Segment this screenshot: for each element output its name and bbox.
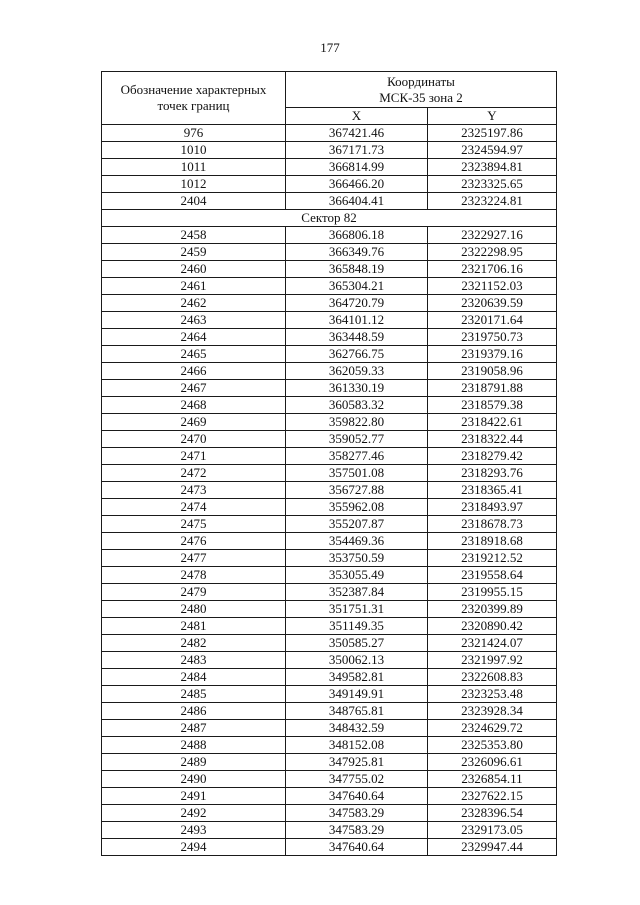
y-coordinate-cell: 2319212.52 bbox=[428, 550, 557, 567]
x-coordinate-cell: 356727.88 bbox=[286, 482, 428, 499]
table-row bbox=[102, 397, 557, 414]
point-id-cell: 2475 bbox=[102, 516, 286, 533]
table-row bbox=[102, 686, 557, 703]
point-id-cell: 2491 bbox=[102, 788, 286, 805]
table-row bbox=[102, 669, 557, 686]
x-coordinate-cell: 365848.19 bbox=[286, 261, 428, 278]
table-row bbox=[102, 193, 557, 210]
y-coordinate-cell: 2327622.15 bbox=[428, 788, 557, 805]
table-row bbox=[102, 261, 557, 278]
table-row bbox=[102, 448, 557, 465]
point-name-header bbox=[102, 72, 286, 125]
coordinates-header-line1: Координаты bbox=[387, 73, 455, 89]
x-coordinate-cell: 362059.33 bbox=[286, 363, 428, 380]
y-coordinate-cell: 2319558.64 bbox=[428, 567, 557, 584]
point-id-cell: 2479 bbox=[102, 584, 286, 601]
table-row bbox=[102, 278, 557, 295]
table-row bbox=[102, 295, 557, 312]
point-id-cell: 2489 bbox=[102, 754, 286, 771]
y-coordinate-cell: 2320639.59 bbox=[428, 295, 557, 312]
table-row bbox=[102, 227, 557, 244]
x-coordinate-cell: 347640.64 bbox=[286, 839, 428, 856]
x-coordinate-cell: 353750.59 bbox=[286, 550, 428, 567]
y-coordinate-cell: 2328396.54 bbox=[428, 805, 557, 822]
x-coordinate-cell: 366466.20 bbox=[286, 176, 428, 193]
table-row bbox=[102, 312, 557, 329]
x-coordinate-cell: 364101.12 bbox=[286, 312, 428, 329]
table-row bbox=[102, 618, 557, 635]
table-row bbox=[102, 567, 557, 584]
point-id-cell: 976 bbox=[102, 125, 286, 142]
y-coordinate-cell: 2318293.76 bbox=[428, 465, 557, 482]
x-coordinate-cell: 350585.27 bbox=[286, 635, 428, 652]
y-coordinate-cell: 2326096.61 bbox=[428, 754, 557, 771]
y-coordinate-cell: 2322298.95 bbox=[428, 244, 557, 261]
x-coordinate-cell: 366404.41 bbox=[286, 193, 428, 210]
table-row bbox=[102, 839, 557, 856]
x-coordinate-cell: 351751.31 bbox=[286, 601, 428, 618]
table-row bbox=[102, 788, 557, 805]
y-coordinate-cell: 2325197.86 bbox=[428, 125, 557, 142]
coordinates-header bbox=[286, 72, 557, 108]
point-id-cell: 2465 bbox=[102, 346, 286, 363]
point-id-cell: 2470 bbox=[102, 431, 286, 448]
point-id-cell: 2494 bbox=[102, 839, 286, 856]
table-row bbox=[102, 159, 557, 176]
table-row bbox=[102, 720, 557, 737]
table-body bbox=[102, 125, 557, 856]
y-coordinate-cell: 2323253.48 bbox=[428, 686, 557, 703]
table-row bbox=[102, 125, 557, 142]
point-id-cell: 2486 bbox=[102, 703, 286, 720]
point-id-cell: 2472 bbox=[102, 465, 286, 482]
x-coordinate-cell: 363448.59 bbox=[286, 329, 428, 346]
y-coordinate-cell: 2323325.65 bbox=[428, 176, 557, 193]
page-number: 177 bbox=[320, 40, 340, 55]
table-row bbox=[102, 414, 557, 431]
y-coordinate-cell: 2321706.16 bbox=[428, 261, 557, 278]
y-coordinate-cell: 2318918.68 bbox=[428, 533, 557, 550]
x-coordinate-cell: 367171.73 bbox=[286, 142, 428, 159]
point-id-cell: 2466 bbox=[102, 363, 286, 380]
point-id-cell: 2463 bbox=[102, 312, 286, 329]
table-row bbox=[102, 431, 557, 448]
point-id-cell: 2483 bbox=[102, 652, 286, 669]
y-coordinate-cell: 2325353.80 bbox=[428, 737, 557, 754]
table-header bbox=[102, 72, 557, 125]
point-name-header-line1: Обозначение характерных bbox=[120, 82, 267, 97]
point-id-cell: 1010 bbox=[102, 142, 286, 159]
point-id-cell: 2474 bbox=[102, 499, 286, 516]
table-row bbox=[102, 142, 557, 159]
x-coordinate-cell: 365304.21 bbox=[286, 278, 428, 295]
x-coordinate-cell: 366806.18 bbox=[286, 227, 428, 244]
point-id-cell: 2471 bbox=[102, 448, 286, 465]
x-coordinate-cell: 347640.64 bbox=[286, 788, 428, 805]
table-row bbox=[102, 805, 557, 822]
y-coordinate-cell: 2329173.05 bbox=[428, 822, 557, 839]
point-id-cell: 2477 bbox=[102, 550, 286, 567]
y-coordinate-cell: 2318279.42 bbox=[428, 448, 557, 465]
y-coordinate-cell: 2318422.61 bbox=[428, 414, 557, 431]
y-coordinate-cell: 2329947.44 bbox=[428, 839, 557, 856]
table-row bbox=[102, 533, 557, 550]
y-coordinate-cell: 2319379.16 bbox=[428, 346, 557, 363]
x-coordinate-cell: 367421.46 bbox=[286, 125, 428, 142]
x-coordinate-cell: 366349.76 bbox=[286, 244, 428, 261]
x-coordinate-cell: 357501.08 bbox=[286, 465, 428, 482]
x-coordinate-cell: 353055.49 bbox=[286, 567, 428, 584]
point-id-cell: 2462 bbox=[102, 295, 286, 312]
table-row bbox=[102, 754, 557, 771]
x-coordinate-cell: 362766.75 bbox=[286, 346, 428, 363]
section-row bbox=[102, 210, 557, 227]
y-coordinate-cell: 2321424.07 bbox=[428, 635, 557, 652]
x-coordinate-cell: 348765.81 bbox=[286, 703, 428, 720]
table-row bbox=[102, 652, 557, 669]
x-coordinate-cell: 348432.59 bbox=[286, 720, 428, 737]
point-id-cell: 1011 bbox=[102, 159, 286, 176]
table-row bbox=[102, 635, 557, 652]
y-coordinate-cell: 2319058.96 bbox=[428, 363, 557, 380]
point-id-cell: 2490 bbox=[102, 771, 286, 788]
x-coordinate-cell: 355207.87 bbox=[286, 516, 428, 533]
point-id-cell: 2473 bbox=[102, 482, 286, 499]
y-coordinate-cell: 2322927.16 bbox=[428, 227, 557, 244]
x-coordinate-cell: 359052.77 bbox=[286, 431, 428, 448]
coordinates-header-line2: МСК-35 зона 2 bbox=[379, 89, 463, 105]
point-id-cell: 2468 bbox=[102, 397, 286, 414]
y-coordinate-cell: 2318322.44 bbox=[428, 431, 557, 448]
point-id-cell: 2460 bbox=[102, 261, 286, 278]
x-coordinate-cell: 364720.79 bbox=[286, 295, 428, 312]
x-coordinate-cell: 352387.84 bbox=[286, 584, 428, 601]
x-coordinate-cell: 348152.08 bbox=[286, 737, 428, 754]
y-coordinate-cell: 2320399.89 bbox=[428, 601, 557, 618]
point-id-cell: 2484 bbox=[102, 669, 286, 686]
y-coordinate-cell: 2322608.83 bbox=[428, 669, 557, 686]
point-id-cell: 2482 bbox=[102, 635, 286, 652]
x-coordinate-cell: 349149.91 bbox=[286, 686, 428, 703]
x-coordinate-cell: 355962.08 bbox=[286, 499, 428, 516]
table-row bbox=[102, 465, 557, 482]
x-coordinate-cell: 351149.35 bbox=[286, 618, 428, 635]
y-coordinate-cell: 2320890.42 bbox=[428, 618, 557, 635]
y-coordinate-cell: 2318579.38 bbox=[428, 397, 557, 414]
table-row bbox=[102, 584, 557, 601]
y-coordinate-cell: 2321997.92 bbox=[428, 652, 557, 669]
x-coordinate-cell: 349582.81 bbox=[286, 669, 428, 686]
y-coordinate-cell: 2319955.15 bbox=[428, 584, 557, 601]
point-id-cell: 2493 bbox=[102, 822, 286, 839]
table-row bbox=[102, 516, 557, 533]
y-coordinate-cell: 2324629.72 bbox=[428, 720, 557, 737]
table-row bbox=[102, 363, 557, 380]
table-row bbox=[102, 176, 557, 193]
x-coordinate-cell: 359822.80 bbox=[286, 414, 428, 431]
table-row bbox=[102, 346, 557, 363]
point-id-cell: 1012 bbox=[102, 176, 286, 193]
point-id-cell: 2480 bbox=[102, 601, 286, 618]
x-coordinate-cell: 358277.46 bbox=[286, 448, 428, 465]
point-id-cell: 2476 bbox=[102, 533, 286, 550]
point-id-cell: 2485 bbox=[102, 686, 286, 703]
point-name-header-line2: точек границ bbox=[157, 98, 230, 113]
y-coordinate-cell: 2326854.11 bbox=[428, 771, 557, 788]
point-id-cell: 2481 bbox=[102, 618, 286, 635]
y-coordinate-cell: 2323224.81 bbox=[428, 193, 557, 210]
y-coordinate-cell: 2318791.88 bbox=[428, 380, 557, 397]
y-coordinate-cell: 2321152.03 bbox=[428, 278, 557, 295]
table-row bbox=[102, 380, 557, 397]
point-id-cell: 2492 bbox=[102, 805, 286, 822]
table-row bbox=[102, 499, 557, 516]
point-id-cell: 2488 bbox=[102, 737, 286, 754]
point-id-cell: 2458 bbox=[102, 227, 286, 244]
table-row bbox=[102, 703, 557, 720]
y-coordinate-cell: 2324594.97 bbox=[428, 142, 557, 159]
coordinates-table bbox=[101, 71, 557, 856]
x-coordinate-cell: 347583.29 bbox=[286, 805, 428, 822]
y-column-header: Y bbox=[428, 108, 557, 125]
table-row bbox=[102, 737, 557, 754]
x-column-header: X bbox=[286, 108, 428, 125]
table-row bbox=[102, 329, 557, 346]
table-row bbox=[102, 822, 557, 839]
table-row bbox=[102, 244, 557, 261]
table-row bbox=[102, 771, 557, 788]
point-id-cell: 2404 bbox=[102, 193, 286, 210]
y-coordinate-cell: 2319750.73 bbox=[428, 329, 557, 346]
y-coordinate-cell: 2323928.34 bbox=[428, 703, 557, 720]
x-coordinate-cell: 366814.99 bbox=[286, 159, 428, 176]
y-coordinate-cell: 2318493.97 bbox=[428, 499, 557, 516]
point-id-cell: 2467 bbox=[102, 380, 286, 397]
table-row bbox=[102, 550, 557, 567]
x-coordinate-cell: 347583.29 bbox=[286, 822, 428, 839]
x-coordinate-cell: 347755.02 bbox=[286, 771, 428, 788]
x-coordinate-cell: 350062.13 bbox=[286, 652, 428, 669]
y-coordinate-cell: 2320171.64 bbox=[428, 312, 557, 329]
point-id-cell: 2469 bbox=[102, 414, 286, 431]
y-coordinate-cell: 2318365.41 bbox=[428, 482, 557, 499]
y-coordinate-cell: 2318678.73 bbox=[428, 516, 557, 533]
point-id-cell: 2487 bbox=[102, 720, 286, 737]
x-coordinate-cell: 354469.36 bbox=[286, 533, 428, 550]
x-coordinate-cell: 347925.81 bbox=[286, 754, 428, 771]
point-id-cell: 2461 bbox=[102, 278, 286, 295]
point-id-cell: 2464 bbox=[102, 329, 286, 346]
point-id-cell: 2459 bbox=[102, 244, 286, 261]
y-coordinate-cell: 2323894.81 bbox=[428, 159, 557, 176]
point-id-cell: 2478 bbox=[102, 567, 286, 584]
x-coordinate-cell: 360583.32 bbox=[286, 397, 428, 414]
table-row bbox=[102, 601, 557, 618]
x-coordinate-cell: 361330.19 bbox=[286, 380, 428, 397]
table-row bbox=[102, 482, 557, 499]
section-label: Сектор 82 bbox=[102, 210, 557, 227]
